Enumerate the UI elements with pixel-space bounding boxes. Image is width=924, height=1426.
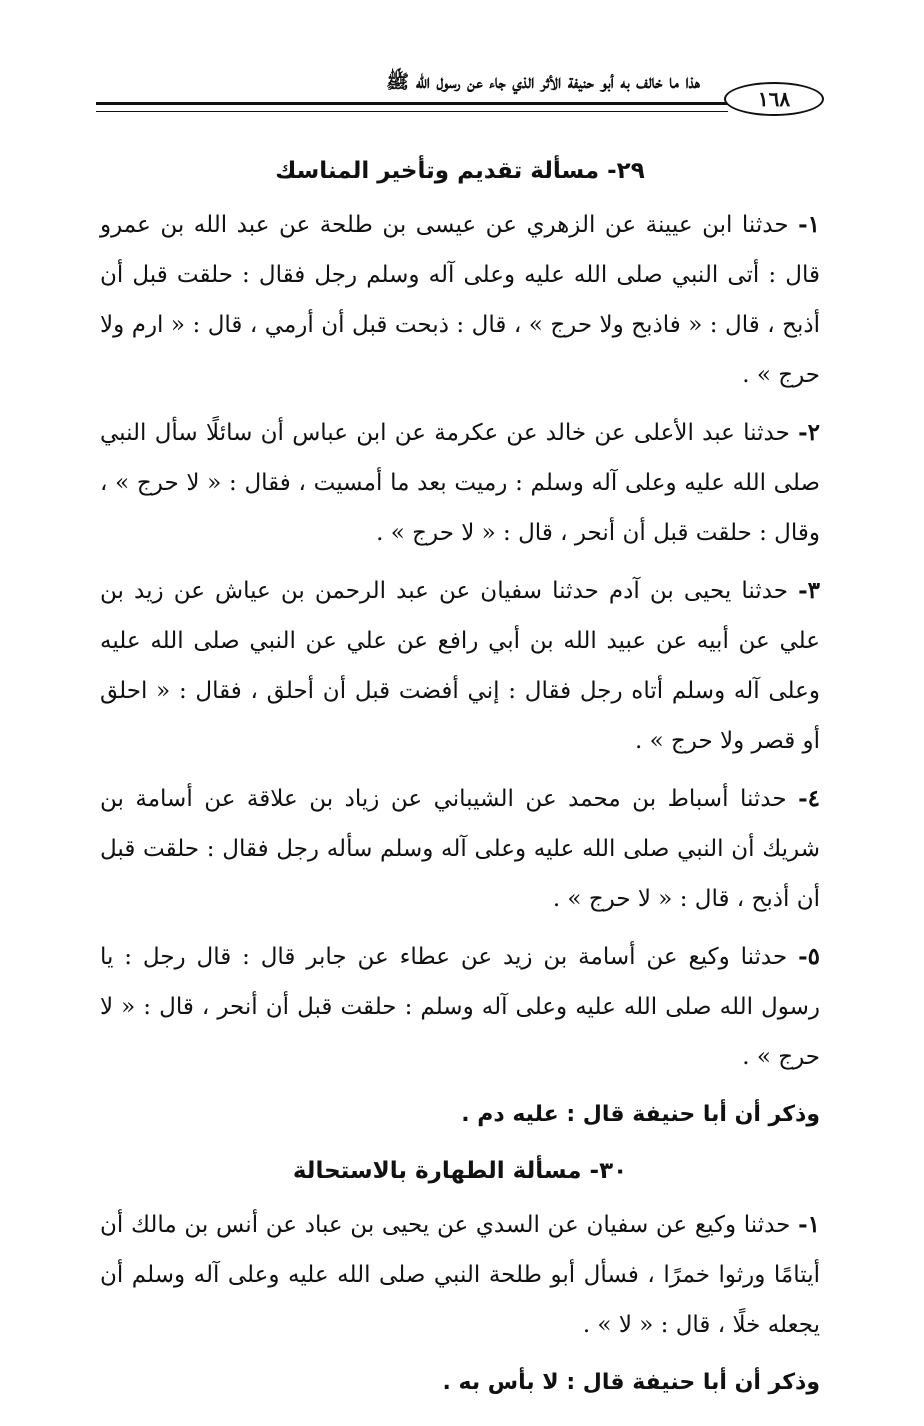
section-heading-29: ٢٩- مسألة تقديم وتأخير المناسك [275, 158, 645, 184]
abu-hanifa-opinion: وذكر أن أبا حنيفة قال : عليه دم . [461, 1102, 820, 1127]
hadith-number: ٥- [798, 943, 820, 970]
hadith-number: ٣- [798, 577, 820, 604]
page-content [100, 150, 820, 1426]
hadith-text: حدثنا يحيى بن آدم حدثنا سفيان عن عبد الرحمن بن عياش عن زيد بن علي عن أبيه عن عبيد الله بن أبي رافع عن علي عن النبي صلى الله عليه وعلى آله وسلم أتاه رجل فقال : إني أفضت قبل أن أحلق ، فقال : « احلق أو قصر ولا حرج » . [100, 578, 820, 754]
hadith-number: ١- [798, 1211, 820, 1238]
hadith-text: حدثنا عبد الأعلى عن خالد عن عكرمة عن ابن عباس أن سائلًا سأل النبي صلى الله عليه وعلى آله وسلم : رميت بعد ما أمسيت ، فقال : « لا حرج » ، وقال : حلقت قبل أن أنحر ، قال : « لا حرج » . [100, 420, 820, 546]
hadith-paragraph [100, 566, 820, 766]
header-rule [96, 102, 728, 112]
hadith-number: ٤- [798, 785, 820, 812]
hadith-text: حدثنا أسباط بن محمد عن الشيباني عن زياد بن علاقة عن أسامة بن شريك أن النبي صلى الله عليه وعلى آله وسلم سأله رجل فقال : حلقت قبل أن أذبح ، قال : « لا حرج » . [100, 786, 820, 912]
hadith-text: حدثنا وكيع عن أسامة بن زيد عن عطاء عن جابر قال : قال رجل : يا رسول الله صلى الله عليه وعلى آله وسلم : حلقت قبل أن أنحر ، قال : « لا حرج » . [100, 944, 820, 1070]
hadith-paragraph [100, 774, 820, 924]
running-header [96, 62, 824, 126]
hadith-paragraph [100, 200, 820, 400]
hadith-number: ١- [798, 211, 820, 238]
hadith-text: حدثنا ابن عيينة عن الزهري عن عيسى بن طلحة عن عبد الله بن عمرو قال : أتى النبي صلى الله عليه وعلى آله وسلم رجل فقال : حلقت قبل أن أذبح ، قال : « فاذبح ولا حرج » ، قال : ذبحت قبل أن أرمي ، قال : « ارم ولا حرج » . [100, 212, 820, 388]
hadith-text: حدثنا وكيع عن سفيان عن السدي عن يحيى بن عباد عن أنس بن مالك أن أيتامًا ورثوا خمرًا ، فسأل أبو طلحة النبي صلى الله عليه وعلى آله وسلم أن يجعله خلًا ، قال : « لا » . [100, 1212, 820, 1338]
header-title: هذا ما خالف به أبو حنيفة الأثر الذي جاء عن رسول الله ﷺ [386, 71, 700, 93]
hadith-paragraph [100, 408, 820, 558]
hadith-paragraph [100, 932, 820, 1082]
section-heading-30: ٣٠- مسألة الطهارة بالاستحالة [292, 1158, 628, 1184]
abu-hanifa-opinion: وذكر أن أبا حنيفة قال : لا بأس به . [442, 1370, 820, 1395]
page-number: ١٦٨ [724, 82, 824, 116]
hadith-number: ٢- [798, 419, 820, 446]
hadith-paragraph [100, 1200, 820, 1350]
